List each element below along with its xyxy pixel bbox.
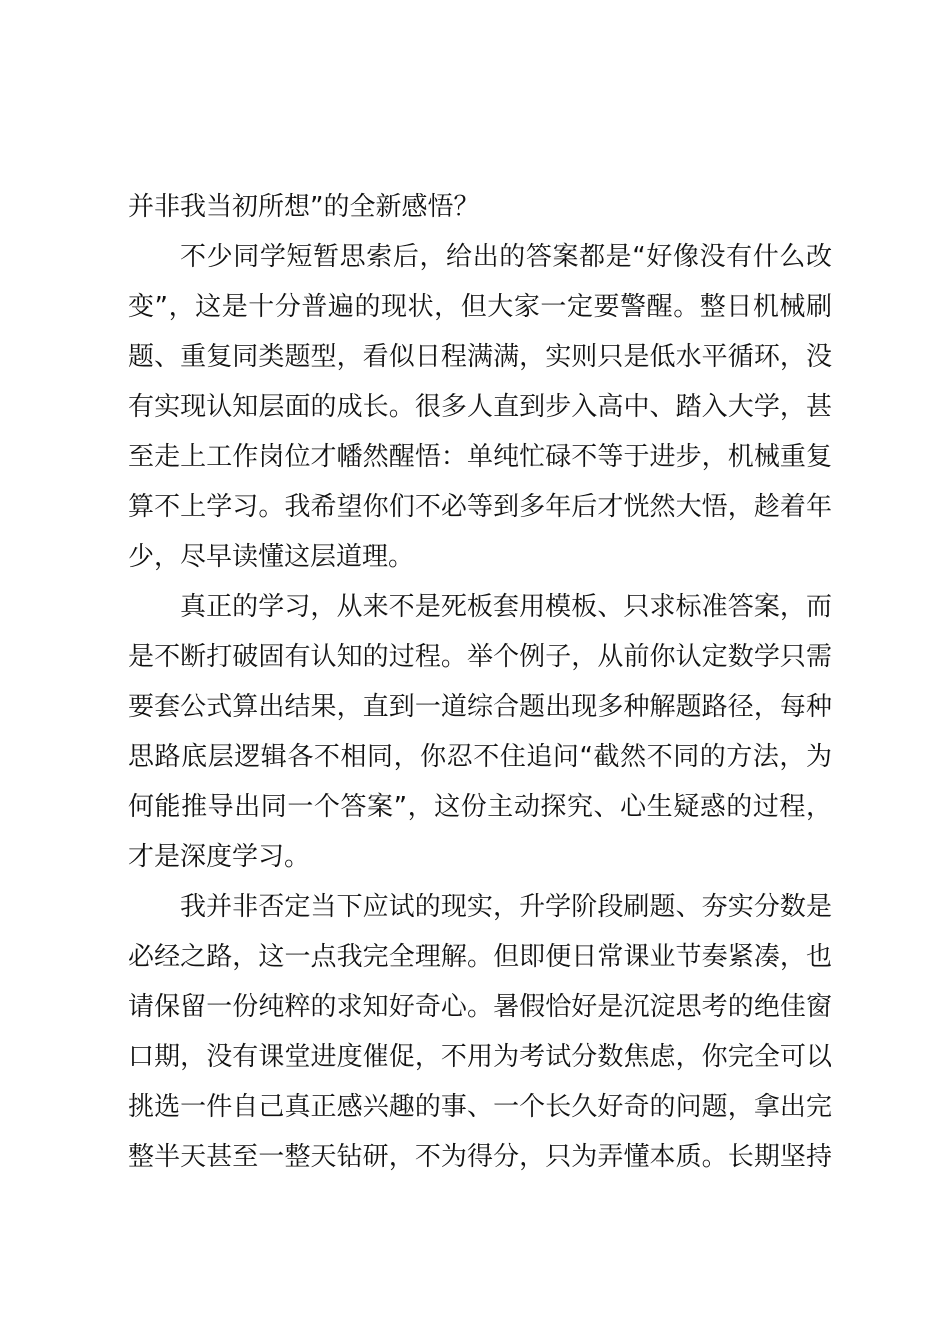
- text-line: 才是深度学习。: [128, 842, 311, 872]
- text-line: 题、重复同类题型，看似日程满满，实则只是低水平循环，没: [128, 342, 832, 372]
- text-line: 要套公式算出结果，直到一道综合题出现多种解题路径，每种: [128, 692, 832, 722]
- paragraph-first-line: 我并非否定当下应试的现实，升学阶段刷题、夯实分数是: [180, 892, 832, 922]
- document-body: [128, 182, 832, 1182]
- text-line: 并非我当初所想”的全新感悟？: [128, 192, 480, 222]
- text-line: 请保留一份纯粹的求知好奇心。暑假恰好是沉淀思考的绝佳窗: [128, 992, 832, 1022]
- text-line: 至走上工作岗位才幡然醒悟：单纯忙碌不等于进步，机械重复: [128, 442, 832, 472]
- text-line: 必经之路，这一点我完全理解。但即便日常课业节奏紧凑，也: [128, 942, 832, 972]
- text-line: 算不上学习。我希望你们不必等到多年后才恍然大悟，趁着年: [128, 492, 832, 522]
- text-line: 挑选一件自己真正感兴趣的事、一个长久好奇的问题，拿出完: [128, 1092, 832, 1122]
- text-line: 变”，这是十分普遍的现状，但大家一定要警醒。整日机械刷: [128, 292, 832, 322]
- text-line: 是不断打破固有认知的过程。举个例子，从前你认定数学只需: [128, 642, 832, 672]
- text-line: 何能推导出同一个答案”，这份主动探究、心生疑惑的过程，: [128, 792, 832, 822]
- text-line: 整半天甚至一整天钻研，不为得分，只为弄懂本质。长期坚持: [128, 1142, 832, 1172]
- paragraph-first-line: 真正的学习，从来不是死板套用模板、只求标准答案，而: [180, 592, 832, 622]
- paragraph-first-line: 不少同学短暂思索后，给出的答案都是“好像没有什么改: [180, 242, 832, 272]
- text-line: 少，尽早读懂这层道理。: [128, 542, 415, 572]
- text-line: 口期，没有课堂进度催促，不用为考试分数焦虑，你完全可以: [128, 1042, 832, 1072]
- text-line: 思路底层逻辑各不相同，你忍不住追问“截然不同的方法，为: [128, 742, 832, 772]
- text-line: 有实现认知层面的成长。很多人直到步入高中、踏入大学，甚: [128, 392, 832, 422]
